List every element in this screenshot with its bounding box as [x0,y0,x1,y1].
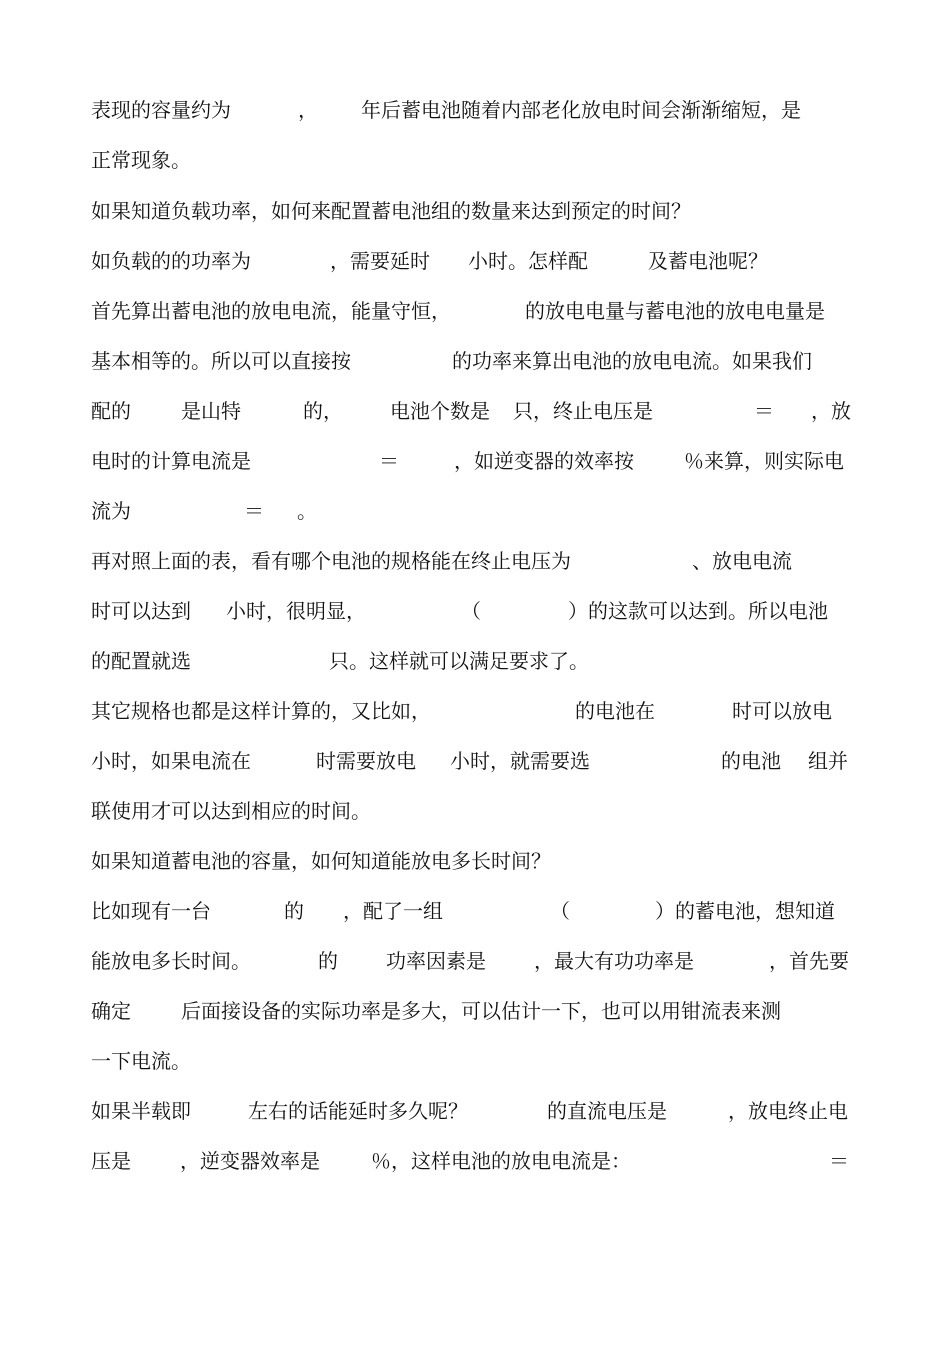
text-segment: （ [461,599,481,623]
text-segment: 的电池在 [575,699,655,723]
text-segment: ％来算，则实际电 [684,449,844,473]
text-line [0,343,950,379]
text-segment: ，最大有功功率是 [534,949,694,973]
text-line [0,393,950,429]
text-segment: ％，这样电池的放电电流是： [371,1149,631,1173]
text-line [0,243,950,279]
text-segment: ，配了一组 [343,899,443,923]
text-line [0,643,950,679]
text-line [0,1143,950,1179]
text-line [0,92,950,128]
text-segment: 时可以达到 [91,599,191,623]
text-segment: ）的蓄电池，想知道 [655,899,835,923]
text-segment: ，放 [811,399,851,423]
text-segment: 后面接设备的实际功率是多大，可以估计一下，也可以用钳流表来测 [181,999,781,1023]
text-segment: 表现的容量约为 [91,98,231,122]
text-segment: （ [550,899,570,923]
text-segment: 配的 [91,399,131,423]
text-line [0,793,950,829]
text-line [0,593,950,629]
text-segment: 的配置就选 [91,649,191,673]
text-segment: 时可以放电 [732,699,832,723]
text-line [0,893,950,929]
text-segment: ，如逆变器的效率按 [454,449,634,473]
text-segment: 比如现有一台 [91,899,211,923]
text-segment: 小时，如果电流在 [91,749,251,773]
text-line [0,993,950,1029]
text-segment: 电池个数是 [390,399,490,423]
text-segment: 小时。怎样配 [468,249,588,273]
text-segment: ）的这款可以达到。所以电池 [568,599,828,623]
text-segment: ＝ [754,399,774,423]
text-segment: 只。这样就可以满足要求了。 [329,649,589,673]
text-line [0,193,950,229]
text-segment: 功率因素是 [386,949,486,973]
text-segment: 是山特 [181,399,241,423]
text-segment: 电时的计算电流是 [91,449,251,473]
text-segment: 的功率来算出电池的放电电流。如果我们 [452,349,812,373]
text-segment: 流为 [91,499,131,523]
text-segment: 年后蓄电池随着内部老化放电时间会渐渐缩短，是 [361,98,801,122]
text-segment: 只，终止电压是 [513,399,653,423]
text-segment: 时需要放电 [316,749,416,773]
text-segment: 一下电流。 [91,1049,191,1073]
text-line [0,1093,950,1129]
text-segment: 的 [318,949,338,973]
text-segment: 再对照上面的表，看有哪个电池的规格能在终止电压为 [91,549,571,573]
text-segment: 、放电电流 [692,549,792,573]
text-segment: 其它规格也都是这样计算的，又比如， [91,699,431,723]
text-segment: 基本相等的。所以可以直接按 [91,349,351,373]
text-segment: 左右的话能延时多久呢？ [248,1099,468,1123]
text-line [0,743,950,779]
text-segment: 的 [284,899,304,923]
text-line [0,142,950,178]
text-segment: 首先算出蓄电池的放电电流，能量守恒， [91,299,451,323]
text-segment: 的放电电量与蓄电池的放电电量是 [525,299,825,323]
text-line [0,843,950,879]
text-line [0,293,950,329]
text-segment: ， [298,98,318,122]
text-segment: ，放电终止电 [728,1099,848,1123]
text-segment: 正常现象。 [91,148,191,172]
text-segment: 如果半载即 [91,1099,191,1123]
text-segment: 小时，很明显， [226,599,366,623]
text-segment: 。 [297,499,317,523]
text-segment: ＝ [244,499,264,523]
text-segment: 小时，就需要选 [450,749,590,773]
text-segment: 如果知道蓄电池的容量，如何知道能放电多长时间？ [91,849,551,873]
text-segment: 如负载的的功率为 [91,249,251,273]
text-segment: 的电池 [721,749,781,773]
text-segment: ，首先要 [769,949,849,973]
text-line [0,493,950,529]
text-segment: 的直流电压是 [547,1099,667,1123]
text-segment: ＝ [379,449,399,473]
text-segment: ＝ [829,1149,849,1173]
text-segment: 压是 [91,1149,131,1173]
text-segment: 联使用才可以达到相应的时间。 [91,799,371,823]
text-line [0,693,950,729]
text-line [0,443,950,479]
text-line [0,1043,950,1079]
text-segment: 如果知道负载功率，如何来配置蓄电池组的数量来达到预定的时间？ [91,199,691,223]
text-segment: 确定 [91,999,131,1023]
text-segment: 的， [303,399,343,423]
text-segment: 能放电多长时间。 [91,949,251,973]
text-segment: ，逆变器效率是 [180,1149,320,1173]
text-segment: 及蓄电池呢？ [648,249,768,273]
text-segment: 组并 [808,749,848,773]
text-line [0,943,950,979]
text-line [0,543,950,579]
text-segment: ，需要延时 [330,249,430,273]
